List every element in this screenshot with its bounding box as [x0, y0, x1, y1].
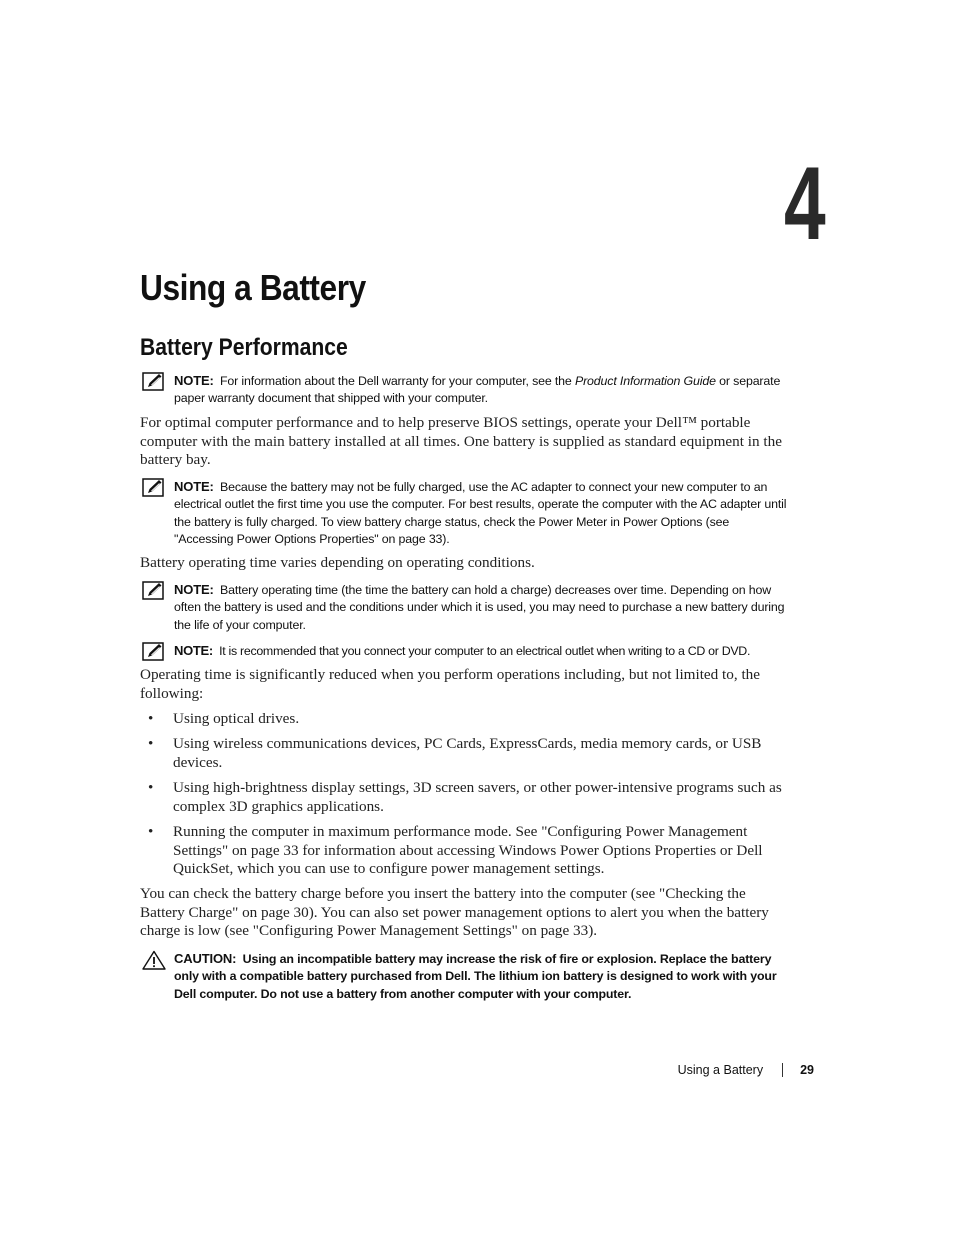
note-label: NOTE:: [174, 643, 213, 658]
pencil-note-icon: [142, 642, 166, 662]
note-text: Battery operating time (the time the battery can hold a charge) decreases over time. Depending on how often the battery is used and the conditions under which it is used, you may need to purchase a new battery during the life of your computer.: [174, 583, 785, 632]
note-battery-aging: [140, 581, 790, 634]
caution-text: Using an incompatible battery may increase the risk of fire or explosion. Replace the battery only with a compatible battery purchased from Dell. The lithium ion battery is designed to work with your Dell computer. Do not use a battery from another computer with your computer.: [174, 952, 777, 1001]
note-text: Because the battery may not be fully charged, use the AC adapter to connect your new computer to an electrical outlet the first time you use the computer. For best results, operate the computer with the AC adapter until the battery is fully charged. To view battery charge status, check the Power Meter in Power Options (see "Accessing Power Options Properties" on page 33).: [174, 480, 787, 546]
pencil-note-icon: [142, 581, 166, 601]
list-item-text: Using optical drives.: [173, 710, 300, 727]
note-warranty: [140, 372, 790, 408]
pencil-note-icon: [142, 372, 166, 392]
section-title: Battery Performance: [140, 334, 348, 361]
note-cd-dvd: [140, 642, 790, 660]
chapter-title: Using a Battery: [140, 267, 366, 308]
bullet-dot: •: [148, 779, 154, 797]
chapter-number: 4: [784, 146, 826, 262]
list-item-text: Using high-brightness display settings, 3D screen savers, or other power-intensive programs such as complex 3D graphics applications.: [173, 779, 782, 815]
page-number: 29: [800, 1063, 814, 1077]
note-label: NOTE:: [174, 582, 214, 597]
bullet-dot: •: [148, 823, 154, 841]
list-item-text: Using wireless communications devices, PC Cards, ExpressCards, media memory cards, or USB devices.: [173, 735, 762, 771]
bullet-list: [140, 710, 790, 886]
list-item: [140, 710, 790, 729]
note-initial-charge: [140, 478, 790, 548]
footer-chapter-title: Using a Battery: [677, 1063, 764, 1077]
paragraph-check-charge: You can check the battery charge before you insert the battery into the computer (see "Checking the Battery Charge" on page 30). You can also set power management options to alert you when the battery charge is low (see "Configuring Power Management Settings" on page 33).: [140, 885, 769, 940]
list-item: [140, 735, 790, 772]
list-item-text: Running the computer in maximum performance mode. See "Configuring Power Management Settings" on page 33 for information about accessing Windows Power Options Properties or Dell QuickSet, which you can use to configure power management settings.: [173, 823, 763, 878]
paragraph-reduced-time: Operating time is significantly reduced when you perform operations including, but not limited to, the following:: [140, 666, 761, 702]
note-label: NOTE:: [174, 373, 214, 388]
page-footer: [678, 1061, 814, 1079]
note-text: For information about the Dell warranty for your computer, see the: [220, 374, 575, 388]
list-item: [140, 779, 790, 816]
pencil-note-icon: [142, 478, 166, 498]
footer-divider: [782, 1063, 783, 1077]
note-text: It is recommended that you connect your computer to an electrical outlet when writing to a CD or DVD.: [219, 644, 751, 658]
caution-incompatible-battery: [140, 950, 790, 1003]
note-book-title: Product Information Guide: [574, 374, 716, 388]
warning-triangle-icon: [142, 950, 166, 970]
bullet-dot: •: [148, 710, 154, 727]
note-label: NOTE:: [174, 479, 214, 494]
bullet-dot: •: [148, 735, 154, 753]
note-text-end: or separate paper warranty document that shipped with your computer.: [174, 374, 781, 406]
paragraph-operating-time: Battery operating time varies depending on operating conditions.: [140, 554, 535, 571]
caution-label: CAUTION:: [174, 951, 237, 966]
paragraph-optimal-performance: For optimal computer performance and to help preserve BIOS settings, operate your Dell™ portable computer with the main battery installed at all times. One battery is supplied as standard equipment in the battery bay.: [140, 414, 782, 469]
list-item: [140, 823, 790, 879]
